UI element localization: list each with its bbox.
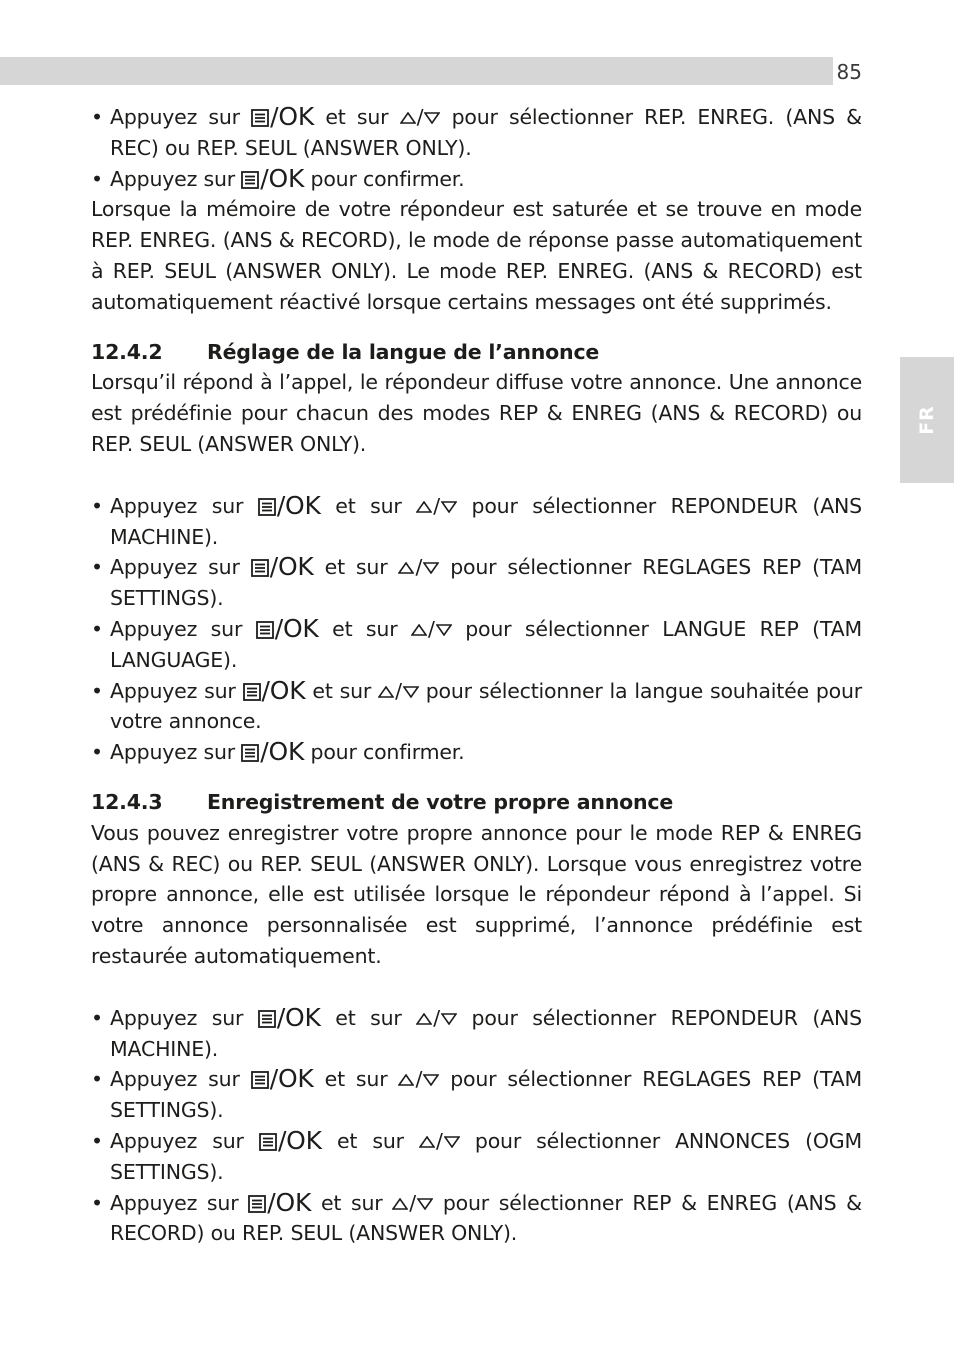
instruction-text: pour sélectionner REPONDEUR (ANS MACHINE).: [110, 493, 862, 549]
list-item: [91, 164, 862, 195]
ok-label: /OK: [260, 737, 305, 767]
instruction-text: Appuyez sur: [110, 616, 243, 641]
instruction-text: et sur: [312, 678, 372, 703]
menu-icon: [251, 554, 270, 579]
ok-label: /OK: [276, 1002, 321, 1032]
menu-icon: [256, 616, 275, 641]
up-arrow-icon: [392, 1188, 408, 1219]
menu-ok-key: [241, 163, 305, 193]
ok-label: /OK: [269, 1064, 314, 1094]
instruction-text: et sur: [324, 555, 388, 580]
down-arrow-icon: [403, 676, 419, 707]
menu-ok-key: [256, 613, 319, 643]
list-item: [91, 491, 862, 553]
menu-ok-key: [251, 1064, 314, 1094]
list-item: [91, 102, 862, 164]
ok-label: /OK: [261, 675, 306, 705]
menu-icon: [248, 1190, 267, 1215]
menu-ok-key: [243, 675, 306, 705]
instruction-text: et sur: [336, 1128, 404, 1153]
slash-separator: /: [409, 1190, 417, 1215]
instruction-text: et sur: [335, 1005, 402, 1030]
ok-label: /OK: [274, 613, 319, 643]
ok-label: /OK: [270, 102, 315, 131]
menu-icon: [241, 166, 260, 191]
menu-icon: [251, 104, 270, 129]
section-2-bullets: [91, 1003, 862, 1249]
ok-label: /OK: [276, 490, 321, 520]
instruction-text: Appuyez sur: [110, 555, 240, 580]
section-2-paragraph: Vous pouvez enregistrer votre propre annonce pour le mode REP & ENREG (ANS & REC) ou REP. SEUL (ANSWER ONLY). Lorsque vous enregistrez votre propre annonce, elle est utilisée lorsque le répondeur répond à l’appel. Si votre annonce personnalisée est supprimé, l’annonce prédéfinie est restaurée automatiquement.: [91, 820, 862, 968]
section-title: Enregistrement de votre propre annonce: [207, 789, 674, 814]
instruction-text: et sur: [335, 493, 402, 518]
section-heading-12-4-2: [91, 337, 862, 368]
intro-paragraph: Lorsque la mémoire de votre répondeur est saturée et se trouve en mode REP. ENREG. (ANS & RECORD), le mode de réponse passe automatiquement à REP. SEUL (ANSWER ONLY). Le mode REP. ENREG. (ANS & RECORD) est automatiquement réactivé lorsque certains messages ont été supprimés.: [91, 197, 862, 314]
up-down-keys: [416, 491, 457, 522]
down-arrow-icon: [417, 1188, 433, 1219]
menu-ok-key: [251, 104, 314, 129]
up-down-keys: [378, 676, 419, 707]
list-item: [91, 1064, 862, 1126]
list-item: [91, 1003, 862, 1065]
menu-ok-key: [251, 552, 314, 582]
down-arrow-icon: [436, 614, 452, 645]
slash-separator: /: [433, 1005, 440, 1030]
down-arrow-icon: [444, 1126, 460, 1157]
section-title: Réglage de la langue de l’annonce: [207, 339, 600, 364]
menu-ok-key: [258, 1002, 321, 1032]
slash-separator: /: [395, 678, 402, 703]
list-item: [91, 676, 862, 738]
up-arrow-icon: [416, 491, 432, 522]
ok-label: /OK: [269, 552, 314, 582]
language-tab-label: FR: [916, 405, 938, 435]
up-down-keys: [419, 1126, 460, 1157]
language-tab: [900, 357, 954, 483]
menu-icon: [243, 678, 262, 703]
up-down-keys: [398, 552, 439, 583]
menu-icon: [251, 1066, 270, 1091]
up-arrow-icon: [411, 614, 427, 645]
instruction-text: pour sélectionner la langue souhaitée pour votre annonce.: [110, 678, 863, 734]
instruction-text: et sur: [324, 1067, 388, 1092]
instruction-text: pour sélectionner ANNONCES (OGM SETTINGS).: [110, 1128, 862, 1184]
menu-ok-key: [258, 490, 321, 520]
instruction-text: Appuyez sur: [110, 1067, 240, 1092]
instruction-text: pour sélectionner REPONDEUR (ANS MACHINE).: [110, 1005, 862, 1061]
instruction-text: Appuyez sur: [110, 166, 235, 191]
list-item: [91, 614, 862, 676]
instruction-text: pour sélectionner LANGUE REP (TAM LANGUAGE).: [110, 616, 862, 672]
down-arrow-icon: [423, 552, 439, 583]
instruction-text: Appuyez sur: [110, 678, 236, 703]
page-content: [91, 102, 862, 1249]
header-bar: [0, 57, 833, 85]
up-down-keys: [392, 1188, 433, 1219]
down-arrow-icon: [441, 1003, 457, 1034]
list-item: [91, 1188, 862, 1250]
instruction-text: et sur: [325, 105, 389, 129]
menu-icon: [259, 1128, 278, 1153]
up-down-keys: [411, 614, 452, 645]
page-number: 85: [836, 60, 862, 84]
section-number: 12.4.2: [91, 339, 163, 364]
up-down-keys: [416, 1003, 457, 1034]
instruction-text: Appuyez sur: [110, 1190, 239, 1215]
instruction-text: et sur: [332, 616, 398, 641]
slash-separator: /: [436, 1128, 443, 1153]
up-arrow-icon: [419, 1126, 435, 1157]
intro-bullets: [91, 102, 862, 194]
menu-ok-key: [259, 1125, 322, 1155]
instruction-text: pour sélectionner REP & ENREG (ANS & RECORD) ou REP. SEUL (ANSWER ONLY).: [110, 1190, 862, 1246]
instruction-text: pour sélectionner REP. ENREG. (ANS & REC) ou REP. SEUL (ANSWER ONLY).: [110, 105, 862, 160]
up-arrow-icon: [398, 1064, 414, 1095]
section-heading-12-4-3: [91, 787, 862, 818]
slash-separator: /: [415, 555, 423, 580]
section-number: 12.4.3: [91, 789, 163, 814]
ok-label: /OK: [267, 1187, 312, 1217]
instruction-text: pour confirmer.: [310, 166, 465, 191]
ok-label: /OK: [260, 163, 305, 193]
menu-ok-key: [248, 1187, 312, 1217]
slash-separator: /: [416, 105, 424, 129]
instruction-text: Appuyez sur: [110, 1128, 244, 1153]
down-arrow-icon: [441, 491, 457, 522]
down-arrow-icon: [424, 102, 440, 133]
instruction-text: pour sélectionner REGLAGES REP (TAM SETTINGS).: [110, 1067, 862, 1123]
down-arrow-icon: [423, 1064, 439, 1095]
menu-ok-key: [241, 737, 305, 767]
instruction-text: pour confirmer.: [310, 740, 465, 765]
instruction-text: Appuyez sur: [110, 1005, 244, 1030]
section-1-paragraph: Lorsqu’il répond à l’appel, le répondeur diffuse votre annonce. Une annonce est prédéfinie pour chacun des modes REP & ENREG (ANS & RECORD) ou REP. SEUL (ANSWER ONLY).: [91, 370, 862, 456]
section-1-bullets: [91, 491, 862, 768]
list-item: [91, 737, 862, 768]
up-down-keys: [400, 102, 441, 133]
slash-separator: /: [427, 616, 435, 641]
slash-separator: /: [415, 1067, 423, 1092]
instruction-text: Appuyez sur: [110, 493, 244, 518]
up-arrow-icon: [416, 1003, 432, 1034]
instruction-text: Appuyez sur: [110, 740, 235, 765]
instruction-text: et sur: [320, 1190, 383, 1215]
menu-icon: [258, 1005, 277, 1030]
up-down-keys: [398, 1064, 439, 1095]
ok-label: /OK: [277, 1125, 322, 1155]
list-item: [91, 1126, 862, 1188]
up-arrow-icon: [378, 676, 394, 707]
list-item: [91, 552, 862, 614]
menu-icon: [241, 739, 260, 764]
instruction-text: Appuyez sur: [110, 105, 240, 129]
menu-icon: [258, 493, 277, 518]
up-arrow-icon: [400, 102, 416, 133]
up-arrow-icon: [398, 552, 414, 583]
instruction-text: pour sélectionner REGLAGES REP (TAM SETTINGS).: [110, 555, 862, 611]
slash-separator: /: [433, 493, 440, 518]
